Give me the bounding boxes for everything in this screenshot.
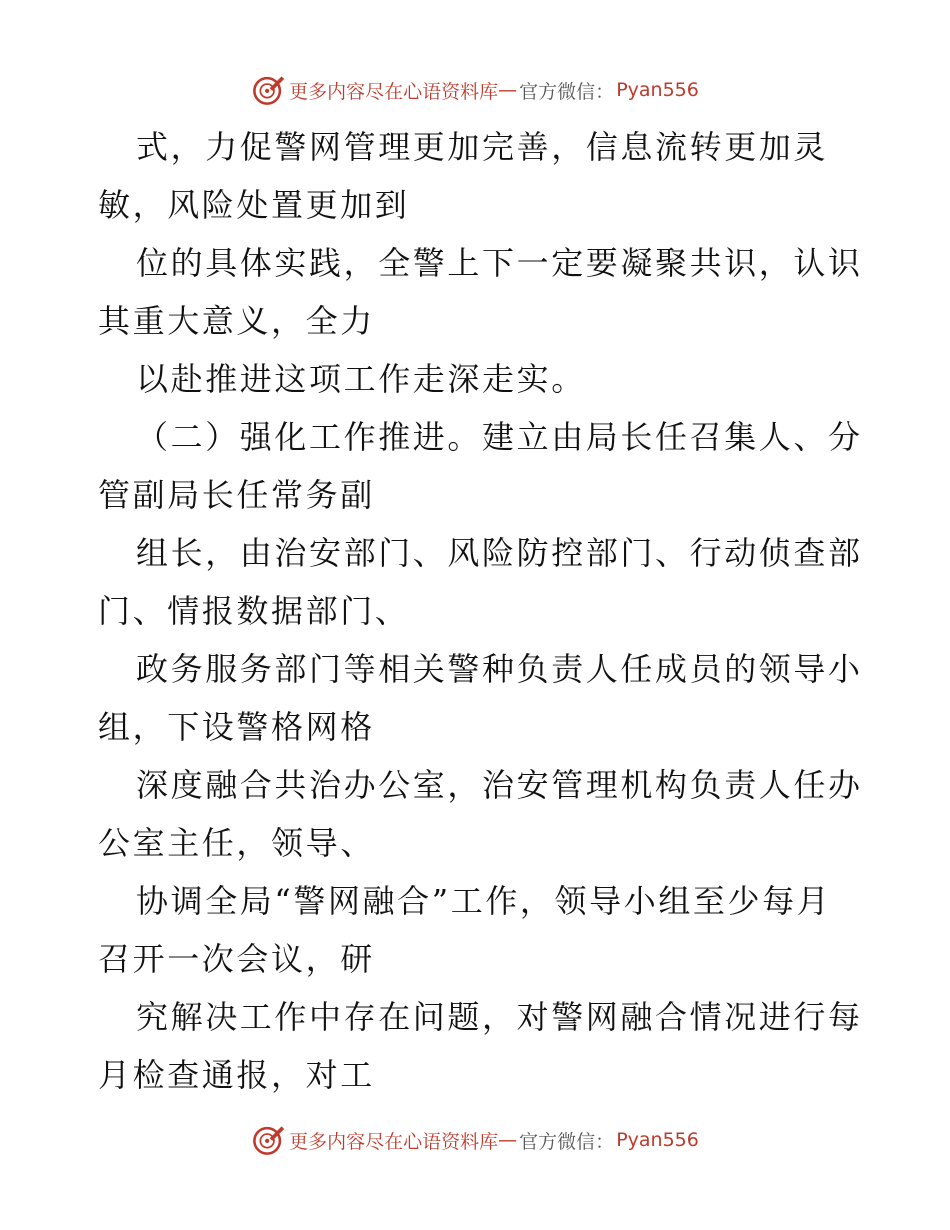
banner-wechat-id: Pyan556 <box>616 1129 699 1151</box>
body-line-10: 政务服务部门等相关警种负责人任成员的领导小 <box>136 650 863 688</box>
body-line-5: 以赴推进这项工作走深走实。 <box>136 360 586 398</box>
footer-banner <box>0 1120 950 1160</box>
body-line-9: 门、情报数据部门、 <box>98 592 410 630</box>
body-line-16: 究解决工作中存在问题，对警网融合情况进行每 <box>136 998 863 1036</box>
body-line-7: 管副局长任常务副 <box>98 476 375 514</box>
body-line-2: 敏，风险处置更加到 <box>98 186 410 224</box>
pen-nib-circle-icon <box>251 1123 285 1157</box>
body-line-17: 月检查通报，对工 <box>98 1056 375 1094</box>
body-line-1: 式，力促警网管理更加完善，信息流转更加灵 <box>136 128 829 166</box>
body-line-11: 组，下设警格网格 <box>98 708 375 746</box>
document-body <box>98 118 863 1104</box>
banner-wechat-label: 官方微信： <box>519 1130 615 1153</box>
body-line-4: 其重大意义，全力 <box>98 302 375 340</box>
banner-wechat-label: 官方微信： <box>519 80 615 103</box>
header-banner <box>0 70 950 110</box>
banner-text: 更多内容尽在心语资料库 <box>289 1130 499 1153</box>
banner-text: 更多内容尽在心语资料库 <box>289 80 499 103</box>
body-line-12: 深度融合共治办公室，治安管理机构负责人任办 <box>136 766 863 804</box>
pen-nib-circle-icon <box>251 73 285 107</box>
body-line-8: 组长，由治安部门、风险防控部门、行动侦查部 <box>136 534 863 572</box>
banner-wechat-id: Pyan556 <box>616 79 699 101</box>
body-line-15: 召开一次会议，研 <box>98 940 375 978</box>
body-line-6: （二）强化工作推进。建立由局长任召集人、分 <box>136 418 863 456</box>
body-line-14: 协调全局“警网融合”工作，领导小组至少每月 <box>136 882 832 920</box>
body-line-13: 公室主任，领导、 <box>98 824 375 862</box>
banner-separator: — <box>498 79 518 101</box>
banner-separator: — <box>498 1129 518 1151</box>
body-line-3: 位的具体实践，全警上下一定要凝聚共识，认识 <box>136 244 863 282</box>
